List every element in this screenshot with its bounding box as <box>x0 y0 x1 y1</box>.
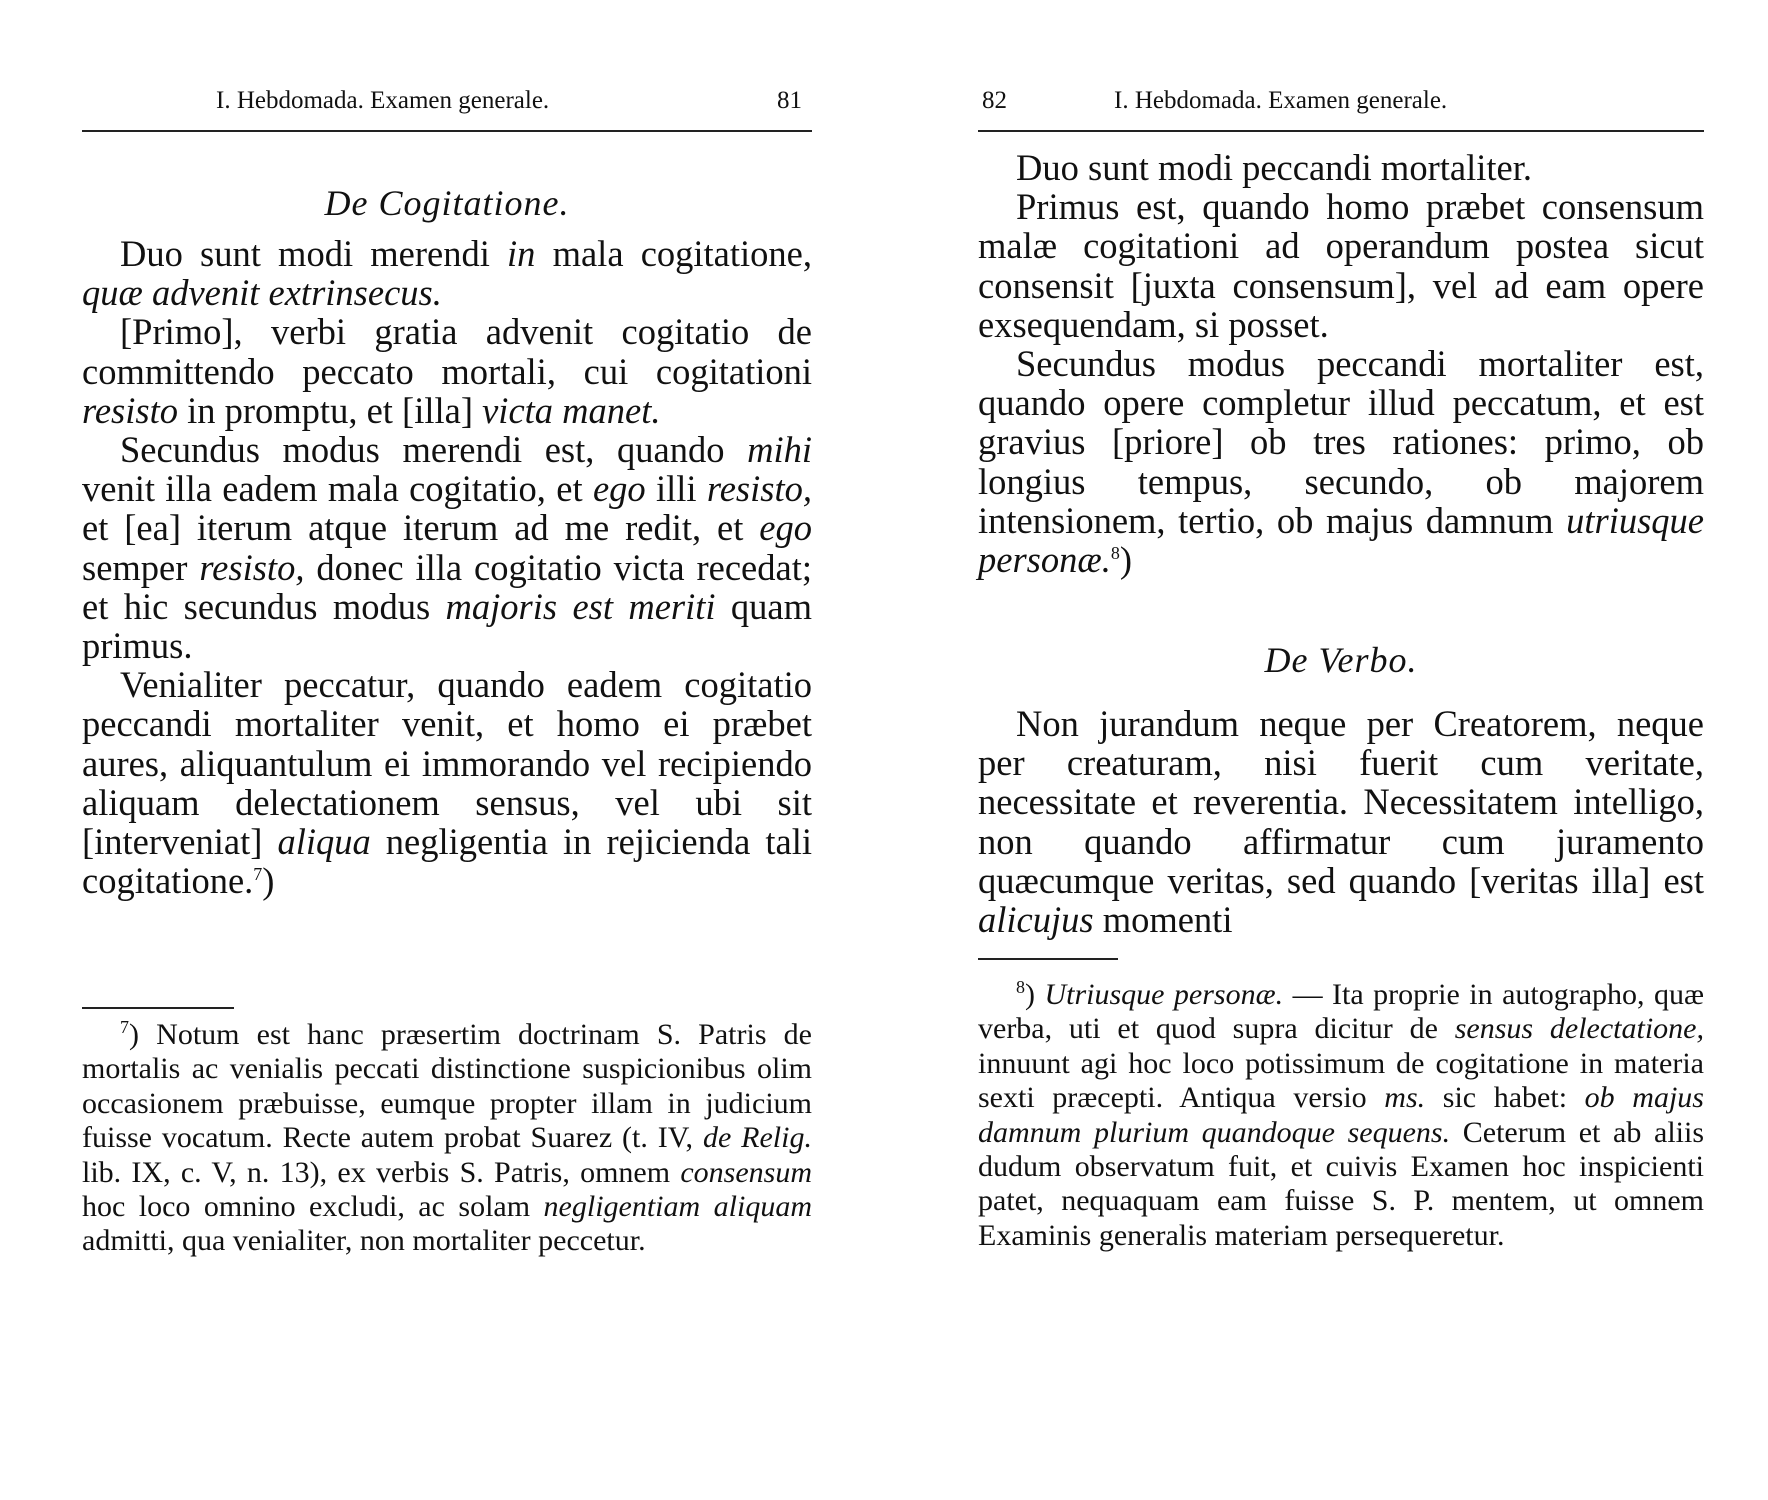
text-run: momenti <box>1093 899 1233 941</box>
text-run: in promptu, et [illa] <box>178 389 483 431</box>
page-number: 82 <box>982 87 1007 114</box>
body-text-top <box>978 148 1704 579</box>
section-title: De Verbo. <box>1264 640 1418 680</box>
italic-run: quæ advenit extrinsecus. <box>82 272 442 314</box>
text-run: et [ea] iterum atque iterum ad me redit, et <box>82 507 760 549</box>
paragraph <box>978 148 1704 187</box>
italic-run: victa manet. <box>482 389 661 431</box>
text-run: ) <box>1025 978 1045 1011</box>
text-run: ) <box>1119 539 1132 581</box>
italic-run: ob majus damnum plurium quandoque sequens. <box>978 1081 1704 1149</box>
header-rule <box>978 130 1704 132</box>
footnote-marker: 8 <box>1110 542 1120 563</box>
italic-run: alicujus <box>978 899 1094 941</box>
text-run: ) Notum est hanc præsertim doctrinam S. Patris de mortalis ac venialis peccati distinctione suspicionibus olim occasionem præbuisse, eumque propter illam in judicium fuisse vocatum. Recte autem probat Suarez (t. IV, <box>82 1018 812 1155</box>
running-head-title: I. Hebdomada. Examen generale. <box>1114 87 1448 114</box>
paragraph <box>978 187 1704 344</box>
paragraph <box>82 234 812 312</box>
text-run: lib. IX, c. V, n. 13), ex verbis S. Patris, omnem <box>82 1155 681 1189</box>
text-run: mala cogitatione, <box>535 233 812 274</box>
text-run: admitti, qua venialiter, non mortaliter peccetur. <box>82 1224 646 1258</box>
footnote-paragraph <box>82 1018 812 1259</box>
text-run: — Ita proprie in autographo, quæ verba, uti et quod supra dicitur de <box>978 978 1704 1046</box>
text-run: Secundus modus peccandi mortaliter est, quando opere completur illud peccatum, et est gravius [priore] ob tres rationes: primo, ob longius tempus, secundo, ob majorem intensionem, tertio, ob majus damnum <box>978 343 1704 541</box>
paragraph <box>82 430 812 665</box>
text-run: Primus est, quando homo præbet consensum malæ cogitationi ad operandum postea sicut consensit [juxta consensum], vel ad eam opere exsequendam, si posset. <box>978 186 1704 345</box>
paragraph <box>978 344 1704 579</box>
italic-run: ego <box>592 468 646 510</box>
footnote-rule <box>978 958 1118 960</box>
footnote-rule <box>82 1007 234 1009</box>
text-run: sic habet: <box>1425 1081 1585 1115</box>
body-text <box>82 234 812 900</box>
text-run: [Primo], verbi gratia advenit cogitatio de committendo peccato mortali, cui cogitationi <box>82 311 812 392</box>
footnote <box>82 1018 812 1259</box>
text-run: quam primus. <box>82 585 812 667</box>
text-run: illi <box>645 468 707 510</box>
italic-run: resisto, <box>706 468 812 510</box>
italic-run: Utriusque personæ. <box>1044 978 1284 1011</box>
italic-run: resisto <box>82 389 178 431</box>
text-run: Duo sunt modi merendi <box>120 233 508 274</box>
footnote-marker: 7 <box>120 1017 129 1037</box>
header-rule <box>82 130 812 132</box>
text-run: innuunt agi hoc loco potissimum de cogitatione in materia sexti præcepti. Antiqua versio <box>978 1046 1704 1115</box>
running-head-title: I. Hebdomada. Examen generale. <box>216 87 550 114</box>
italic-run: ms. <box>1384 1081 1426 1115</box>
text-run: semper <box>82 546 200 588</box>
paragraph <box>82 312 812 430</box>
text-run: Ceterum et ab aliis dudum observatum fuit, et cuivis Examen hoc inspicienti patet, nequaquam eam fuisse S. P. mentem, ut omnem Examinis generalis materiam persequeretur. <box>978 1115 1704 1252</box>
italic-run: sensus delectatione, <box>1454 1012 1704 1046</box>
italic-run: mihi <box>747 429 812 471</box>
text-run: ) <box>262 860 275 902</box>
italic-run: resisto, <box>199 546 305 588</box>
footnote-paragraph <box>978 978 1704 1253</box>
footnote <box>978 978 1704 1253</box>
text-run: venit illa eadem mala cogitatio, et <box>82 468 593 510</box>
page-number: 81 <box>777 87 802 114</box>
footnote-marker: 8 <box>1016 977 1025 997</box>
italic-run: majoris est meriti <box>445 585 716 627</box>
section-title: De Cogitatione. <box>324 183 570 223</box>
footnote-marker: 7 <box>253 864 263 885</box>
text-run: donec illa cogitatio victa recedat; et hic secundus modus <box>82 546 812 627</box>
running-head <box>82 84 812 118</box>
italic-run: aliqua <box>277 821 371 863</box>
text-run: negligentia in rejicienda tali cogitatione. <box>82 821 812 902</box>
italic-run: consensum <box>680 1155 812 1189</box>
italic-run: ego <box>759 507 812 549</box>
running-head <box>978 84 1704 118</box>
italic-run: negligentiam aliquam <box>543 1190 812 1224</box>
text-run: Duo sunt modi peccandi mortaliter. <box>1016 147 1532 188</box>
italic-run: utriusque personæ. <box>978 499 1704 581</box>
text-run: Venialiter peccatur, quando eadem cogitatio peccandi mortaliter venit, et homo ei præbet aures, aliquantulum ei immorando vel recipiendo aliquam delectationem sensus, vel ubi sit [interveniat] <box>82 664 812 863</box>
text-run: hoc loco omnino excludi, ac solam <box>82 1190 544 1224</box>
italic-run: in <box>507 233 536 274</box>
text-run: Non jurandum neque per Creatorem, neque per creaturam, nisi fuerit cum veritate, necessitate et reverentia. Necessitatem intelligo, non quando affirmatur cum juramento quæcumque veritas, sed quando [veritas illa] est <box>978 703 1704 901</box>
paragraph <box>82 665 812 900</box>
paragraph <box>978 704 1704 939</box>
italic-run: de Relig. <box>702 1121 812 1155</box>
text-run: Secundus modus merendi est, quando <box>120 429 748 471</box>
body-text-bottom <box>978 704 1704 939</box>
